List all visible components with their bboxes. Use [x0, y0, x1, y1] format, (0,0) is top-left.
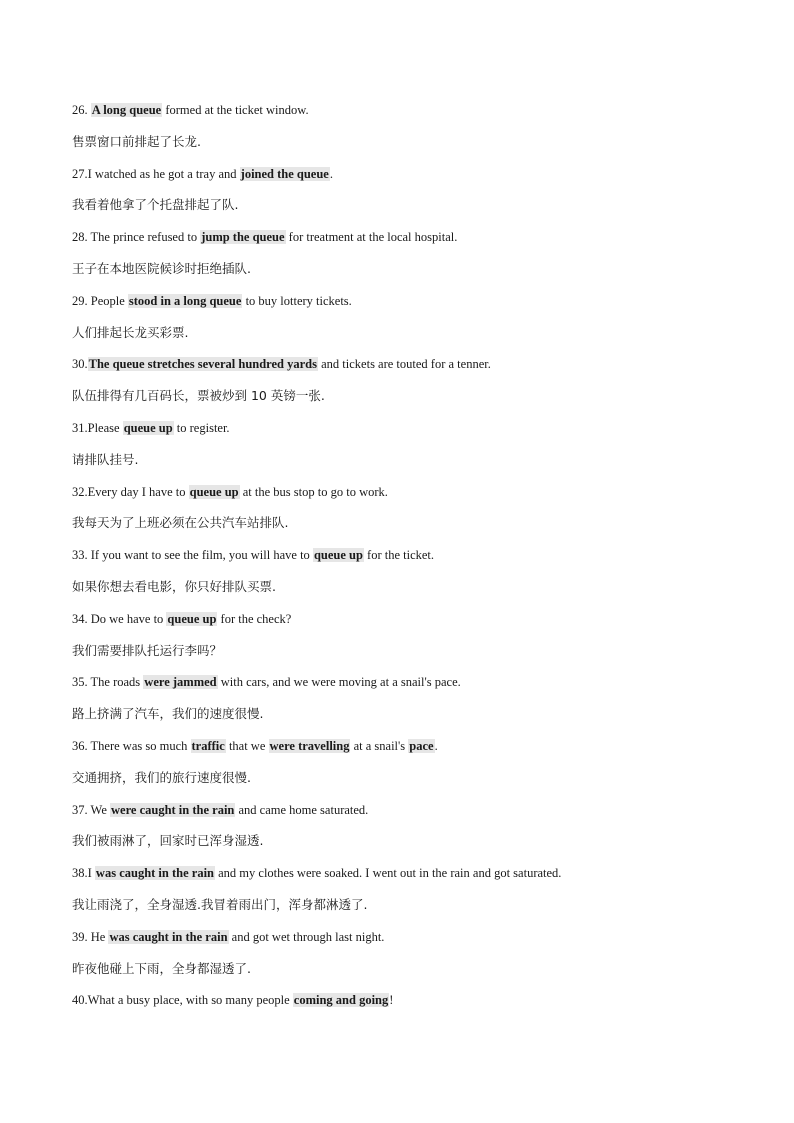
sentence-entry [72, 227, 722, 279]
sentence-text: 40.What a busy place, with so many people [72, 993, 293, 1008]
sentence-text: formed at the ticket window. [162, 103, 309, 117]
sentence-text: that we [225, 738, 269, 753]
sentence-text: 28. The prince refused to [72, 230, 201, 245]
highlighted-phrase: were caught in the rain [111, 802, 235, 817]
sentence-text: 26. [72, 103, 91, 117]
highlighted-phrase: queue up [123, 420, 173, 435]
sentence-text: for the ticket. [363, 548, 435, 563]
sentence-text: 35. The roads [72, 675, 144, 690]
highlighted-phrase: coming and going [293, 993, 389, 1008]
english-sentence [72, 227, 722, 247]
sentence-entry [72, 990, 722, 1010]
chinese-translation: 交通拥挤，我们的旅行速度很慢. [72, 769, 251, 785]
sentence-text: at the bus stop to go to work. [239, 484, 388, 499]
sentence-entry [72, 736, 722, 788]
highlighted-phrase: were travelling [269, 738, 350, 753]
sentence-text: for the check? [217, 611, 292, 626]
english-sentence [72, 672, 722, 692]
sentence-entry [72, 545, 722, 597]
highlighted-phrase: The queue stretches several hundred yards [88, 357, 317, 372]
sentence-text: with cars, and we were moving at a snail's pace. [217, 675, 461, 690]
highlighted-phrase: queue up [167, 611, 217, 626]
english-sentence [72, 609, 722, 629]
sentence-entry [72, 609, 722, 661]
sentence-text: to register. [173, 420, 230, 435]
chinese-translation: 昨夜他碰上下雨，全身都湿透了. [72, 960, 251, 976]
sentence-entry [72, 672, 722, 724]
chinese-translation: 队伍排得有几百码长，票被炒到 10 英镑一张. [72, 388, 325, 404]
sentence-text: 39. He [72, 929, 109, 944]
highlighted-phrase: jump the queue [201, 230, 285, 245]
chinese-translation: 我们需要排队托运行李吗？ [72, 642, 223, 658]
english-sentence [72, 418, 722, 438]
sentence-text: 29. People [72, 293, 128, 308]
sentence-text: for treatment at the local hospital. [285, 230, 458, 245]
english-sentence [72, 927, 722, 947]
sentence-entry [72, 800, 722, 852]
sentence-list [72, 100, 722, 1022]
sentence-text: 36. There was so much [72, 738, 191, 753]
sentence-entry [72, 354, 722, 406]
sentence-text: 30. [72, 357, 88, 372]
sentence-text: 38.I [72, 866, 95, 881]
sentence-entry [72, 100, 722, 152]
chinese-translation: 我们被雨淋了，回家时已浑身湿透. [72, 833, 264, 849]
english-sentence [72, 736, 722, 756]
sentence-text: and tickets are touted for a tenner. [318, 357, 491, 372]
highlighted-phrase: A long queue [91, 103, 162, 117]
sentence-text: at a snail's [350, 738, 409, 753]
chinese-translation: 路上挤满了汽车，我们的速度很慢. [72, 706, 264, 722]
english-sentence [72, 990, 722, 1010]
sentence-entry [72, 164, 722, 216]
english-sentence [72, 545, 722, 565]
chinese-translation: 我看着他拿了个托盘排起了队. [72, 197, 239, 213]
sentence-text: 33. If you want to see the film, you will have to [72, 548, 313, 563]
english-sentence [72, 354, 722, 374]
sentence-text: . [329, 166, 333, 181]
chinese-translation: 请排队挂号. [72, 451, 139, 467]
highlighted-phrase: was caught in the rain [95, 866, 214, 881]
highlighted-phrase: was caught in the rain [109, 929, 228, 944]
sentence-entry [72, 863, 722, 915]
english-sentence [72, 482, 722, 502]
sentence-entry [72, 291, 722, 343]
highlighted-phrase: pace [409, 738, 434, 753]
chinese-translation: 如果你想去看电影，你只好排队买票. [72, 578, 276, 594]
sentence-text: and my clothes were soaked. I went out in the rain and got saturated. [215, 866, 562, 881]
chinese-translation: 我让雨浇了，全身湿透.我冒着雨出门，浑身都淋透了. [72, 896, 368, 912]
chinese-translation: 我每天为了上班必须在公共汽车站排队. [72, 515, 289, 531]
sentence-text: 34. Do we have to [72, 611, 167, 626]
english-sentence [72, 800, 722, 820]
chinese-translation: 王子在本地医院候诊时拒绝插队. [72, 260, 251, 276]
sentence-text: 31.Please [72, 420, 123, 435]
sentence-text: . [434, 738, 438, 753]
sentence-text: 37. We [72, 802, 110, 817]
highlighted-phrase: traffic [191, 738, 225, 753]
chinese-translation: 售票窗口前排起了长龙. [72, 133, 201, 149]
sentence-text: to buy lottery tickets. [242, 293, 352, 308]
sentence-entry [72, 927, 722, 979]
sentence-entry [72, 482, 722, 534]
sentence-entry [72, 418, 722, 470]
english-sentence [72, 291, 722, 311]
highlighted-phrase: queue up [189, 484, 239, 499]
highlighted-phrase: joined the queue [240, 166, 329, 181]
chinese-translation: 人们排起长龙买彩票. [72, 324, 189, 340]
highlighted-phrase: queue up [313, 548, 363, 563]
english-sentence [72, 863, 722, 883]
sentence-text: 32.Every day I have to [72, 484, 189, 499]
english-sentence [72, 164, 722, 184]
highlighted-phrase: were jammed [144, 675, 217, 690]
sentence-text: and came home saturated. [235, 802, 369, 817]
sentence-text: 27.I watched as he got a tray and [72, 166, 240, 181]
highlighted-phrase: stood in a long queue [128, 293, 242, 308]
sentence-text: and got wet through last night. [228, 929, 385, 944]
english-sentence [72, 100, 722, 120]
sentence-text: ! [389, 993, 394, 1008]
